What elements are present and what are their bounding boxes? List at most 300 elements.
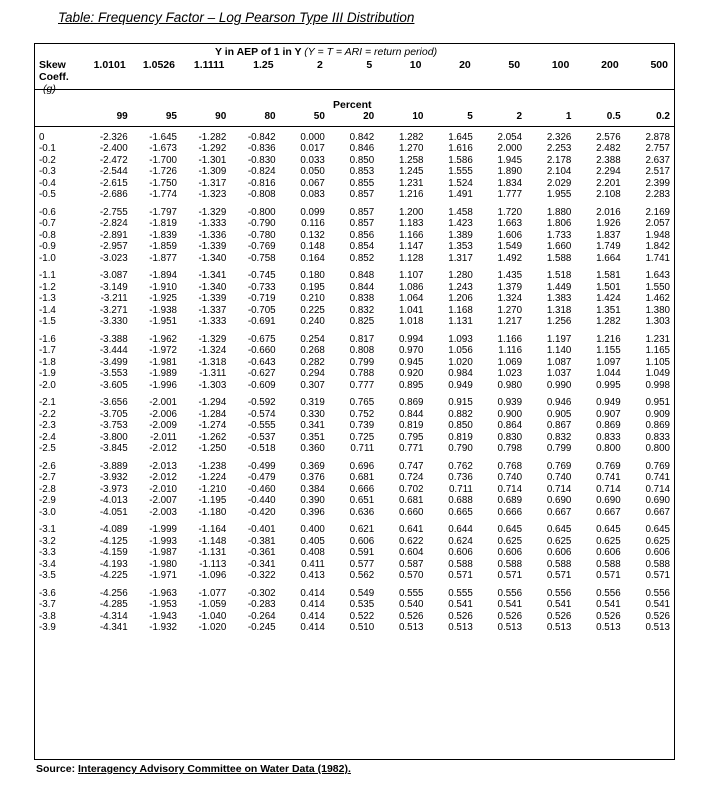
frequency-factor-cell: 0.850	[349, 154, 375, 166]
frequency-factor-cell: 0.268	[300, 345, 325, 357]
frequency-factor-cell: 0.644	[448, 524, 473, 536]
frequency-factor-cell: -2.006	[149, 408, 177, 420]
frequency-factor-cell: -1.925	[149, 293, 177, 305]
frequency-factor-cell: -1.339	[198, 241, 227, 253]
frequency-factor-cell: 0.852	[349, 252, 375, 264]
frequency-factor-cell: -4.256	[99, 587, 128, 599]
table-row	[35, 144, 674, 156]
frequency-factor-cell: 0.116	[301, 218, 325, 230]
frequency-factor-cell: -2.686	[99, 189, 128, 201]
frequency-factor-cell: 1.383	[546, 293, 572, 305]
frequency-factor-cell: -1.953	[149, 599, 177, 611]
frequency-factor-cell: 0.736	[448, 472, 473, 484]
frequency-factor-cell: 0.625	[645, 535, 670, 547]
frequency-factor-cell: 1.749	[596, 241, 621, 253]
frequency-factor-cell: 0.970	[398, 345, 424, 357]
frequency-factor-cell: -0.643	[247, 356, 276, 368]
frequency-factor-cell: -4.314	[99, 610, 128, 622]
frequency-factor-cell: 1.303	[645, 316, 670, 328]
table-row	[35, 178, 674, 190]
frequency-factor-cell: 1.049	[645, 368, 670, 380]
frequency-factor-cell: 1.231	[398, 177, 424, 189]
return-period-cell: 100	[551, 58, 570, 71]
frequency-factor-cell: -4.013	[99, 495, 128, 507]
frequency-factor-cell: 0.556	[645, 587, 670, 599]
frequency-factor-cell: 0.587	[398, 558, 424, 570]
frequency-factor-cell: -3.330	[99, 316, 128, 328]
frequency-factor-cell: -2.013	[149, 460, 177, 472]
frequency-factor-cell: 0.920	[398, 368, 424, 380]
frequency-factor-cell: -3.388	[99, 333, 128, 345]
frequency-factor-cell: -1.324	[198, 345, 227, 357]
frequency-factor-cell: 0.690	[546, 495, 572, 507]
frequency-factor-cell: -0.780	[247, 229, 276, 241]
frequency-factor-cell: 0.869	[596, 420, 621, 432]
frequency-factor-cell: 0.522	[349, 610, 375, 622]
frequency-factor-cell: -1.210	[198, 483, 227, 495]
frequency-factor-cell: 1.389	[448, 229, 473, 241]
frequency-factor-cell: -1.336	[198, 229, 227, 241]
frequency-factor-cell: -1.339	[198, 293, 227, 305]
frequency-factor-cell: -1.262	[198, 431, 227, 443]
frequency-factor-cell: 0.606	[497, 547, 523, 559]
frequency-factor-cell: 2.000	[497, 143, 523, 155]
frequency-factor-cell: -0.808	[247, 189, 276, 201]
frequency-factor-cell: 0.848	[349, 270, 375, 282]
frequency-factor-cell: 2.482	[596, 143, 621, 155]
frequency-factor-cell: 0.854	[349, 241, 375, 253]
frequency-factor-cell: -0.264	[247, 610, 276, 622]
frequency-factor-cell: 1.643	[645, 270, 670, 282]
frequency-factor-cell: 1.379	[497, 281, 523, 293]
frequency-factor-cell: 0.724	[398, 472, 424, 484]
frequency-factor-cell: 2.399	[645, 177, 670, 189]
frequency-factor-cell: 0.739	[349, 420, 375, 432]
skew-value-cell: 0	[39, 131, 45, 143]
frequency-factor-cell: -1.180	[198, 506, 227, 518]
frequency-factor-cell: 1.616	[448, 143, 473, 155]
frequency-factor-cell: 0.414	[300, 587, 325, 599]
frequency-factor-cell: -0.800	[247, 206, 276, 218]
frequency-factor-cell: 0.882	[448, 408, 473, 420]
frequency-factor-cell: 0.808	[349, 345, 375, 357]
frequency-factor-cell: 1.555	[448, 166, 473, 178]
frequency-factor-cell: 0.319	[300, 397, 325, 409]
skew-value-cell: -1.7	[39, 345, 56, 357]
frequency-factor-cell: 0.351	[300, 431, 325, 443]
frequency-factor-cell: -1.284	[198, 408, 227, 420]
return-period-row	[35, 59, 674, 71]
frequency-factor-cell: 0.660	[398, 506, 424, 518]
frequency-factor-cell: -0.675	[247, 333, 276, 345]
frequency-factor-cell: 0.817	[349, 333, 375, 345]
frequency-factor-cell: -2.012	[149, 472, 177, 484]
skew-value-cell: -3.7	[39, 599, 56, 611]
skew-value-cell: -1.6	[39, 333, 56, 345]
frequency-factor-cell: 0.588	[596, 558, 621, 570]
frequency-factor-cell: -1.980	[149, 558, 177, 570]
table-row	[35, 432, 674, 444]
frequency-factor-cell: 1.806	[546, 218, 572, 230]
skew-value-cell: -0.5	[39, 189, 56, 201]
frequency-factor-cell: 0.838	[349, 293, 375, 305]
frequency-factor-cell: 0.856	[349, 229, 375, 241]
frequency-factor-cell: 1.550	[645, 281, 670, 293]
frequency-factor-cell: 1.720	[497, 206, 523, 218]
table-row	[35, 155, 674, 167]
skew-value-cell: -2.0	[39, 379, 56, 391]
frequency-factor-cell: -1.989	[149, 368, 177, 380]
frequency-factor-cell: -1.962	[149, 333, 177, 345]
header-divider	[35, 89, 674, 90]
table-body	[35, 132, 674, 634]
frequency-factor-cell: 0.832	[546, 431, 572, 443]
skew-value-cell: -3.3	[39, 547, 56, 559]
frequency-factor-cell: 0.549	[349, 587, 375, 599]
frequency-factor-cell: -0.816	[247, 177, 276, 189]
frequency-factor-cell: 0.210	[300, 293, 325, 305]
skew-value-cell: -0.6	[39, 206, 56, 218]
frequency-factor-cell: 0.830	[497, 431, 523, 443]
frequency-factor-cell: 0.526	[448, 610, 473, 622]
skew-value-cell: -0.9	[39, 241, 56, 253]
frequency-factor-cell: 0.570	[398, 570, 424, 582]
frequency-factor-cell: 1.041	[398, 304, 424, 316]
skew-value-cell: -3.4	[39, 558, 56, 570]
frequency-factor-cell: -1.040	[198, 610, 227, 622]
frequency-factor-cell: 1.245	[398, 166, 424, 178]
frequency-factor-cell: -1.148	[198, 535, 227, 547]
table-row	[35, 473, 674, 485]
frequency-factor-cell: -3.499	[99, 356, 128, 368]
frequency-factor-cell: 0.513	[398, 622, 424, 634]
table-row	[35, 207, 674, 219]
skew-value-cell: -2.7	[39, 472, 56, 484]
table-row	[35, 317, 674, 329]
frequency-factor-cell: 0.555	[398, 587, 424, 599]
frequency-factor-cell: 2.757	[645, 143, 670, 155]
percent-cell: 0.5	[606, 111, 621, 122]
frequency-factor-cell: 0.667	[546, 506, 572, 518]
frequency-factor-cell: 0.588	[546, 558, 572, 570]
frequency-factor-cell: -4.225	[99, 570, 128, 582]
frequency-factor-cell: -3.889	[99, 460, 128, 472]
frequency-factor-cell: 0.083	[300, 189, 325, 201]
frequency-factor-cell: 0.390	[300, 495, 325, 507]
frequency-factor-cell: 0.909	[645, 408, 670, 420]
skew-value-cell: -2.5	[39, 443, 56, 455]
frequency-factor-cell: 1.256	[546, 316, 572, 328]
frequency-factor-cell: 0.513	[448, 622, 473, 634]
frequency-factor-cell: 0.651	[349, 495, 375, 507]
table-row	[35, 305, 674, 317]
frequency-factor-cell: 0.571	[645, 570, 670, 582]
frequency-factor-cell: -3.605	[99, 379, 128, 391]
skew-value-cell: -3.1	[39, 524, 56, 536]
frequency-factor-cell: -0.627	[247, 368, 276, 380]
frequency-factor-cell: -0.769	[247, 241, 276, 253]
frequency-factor-cell: 0.741	[596, 472, 621, 484]
frequency-factor-cell: 0.195	[300, 281, 325, 293]
table-row	[35, 559, 674, 571]
frequency-factor-cell: 1.318	[546, 304, 572, 316]
frequency-factor-cell: 0.148	[300, 241, 325, 253]
frequency-factor-cell: 0.384	[300, 483, 325, 495]
frequency-factor-cell: 1.147	[398, 241, 424, 253]
frequency-factor-cell: 1.842	[645, 241, 670, 253]
table-row	[35, 507, 674, 519]
frequency-factor-cell: -0.479	[247, 472, 276, 484]
frequency-factor-cell: 0.588	[645, 558, 670, 570]
frequency-factor-cell: -1.329	[198, 333, 227, 345]
frequency-factor-cell: 0.844	[398, 408, 424, 420]
frequency-factor-cell: 1.087	[546, 356, 572, 368]
frequency-factor-cell: 0.855	[349, 177, 375, 189]
frequency-factor-cell: 2.169	[645, 206, 670, 218]
frequency-factor-cell: 1.282	[596, 316, 621, 328]
table-row	[35, 271, 674, 283]
frequency-factor-cell: -0.245	[247, 622, 276, 634]
frequency-factor-cell: 1.424	[596, 293, 621, 305]
skew-value-cell: -3.8	[39, 610, 56, 622]
frequency-factor-cell: 0.949	[596, 397, 621, 409]
return-period-cell: 200	[601, 58, 619, 71]
frequency-factor-cell: -1.323	[198, 189, 227, 201]
percent-header	[35, 111, 674, 123]
aep-caption	[215, 46, 437, 58]
frequency-factor-cell: 0.900	[497, 408, 523, 420]
frequency-factor-cell: -2.400	[99, 143, 128, 155]
skew-value-cell: -3.5	[39, 570, 56, 582]
frequency-factor-cell: -1.059	[198, 599, 227, 611]
frequency-factor-cell: 0.414	[300, 599, 325, 611]
frequency-factor-cell: 0.369	[300, 460, 325, 472]
frequency-factor-cell: 0.513	[596, 622, 621, 634]
return-period-cell: 1.0526	[142, 58, 175, 71]
frequency-factor-cell: 0.606	[645, 547, 670, 559]
frequency-factor-cell: 0.180	[300, 270, 325, 282]
frequency-factor-cell: 0.711	[350, 443, 375, 455]
frequency-factor-cell: 0.588	[448, 558, 473, 570]
skew-value-cell: -1.0	[39, 252, 56, 264]
frequency-factor-cell: 1.588	[546, 252, 572, 264]
frequency-factor-cell: 1.243	[448, 281, 473, 293]
frequency-factor-cell: 0.857	[349, 189, 375, 201]
skew-value-cell: -1.2	[39, 281, 56, 293]
table-row	[35, 611, 674, 623]
frequency-factor-cell: -1.774	[149, 189, 177, 201]
frequency-factor-cell: -4.125	[99, 535, 128, 547]
frequency-factor-cell: 0.622	[398, 535, 424, 547]
percent-cell: 95	[165, 111, 177, 122]
frequency-factor-cell: 0.376	[300, 472, 325, 484]
frequency-factor-cell: 0.869	[645, 420, 670, 432]
frequency-factor-cell: -0.302	[247, 587, 276, 599]
frequency-factor-cell: 0.771	[398, 443, 424, 455]
frequency-factor-cell: 0.769	[645, 460, 670, 472]
frequency-factor-cell: 2.104	[546, 166, 572, 178]
skew-value-cell: -1.8	[39, 356, 56, 368]
table-row	[35, 409, 674, 421]
frequency-factor-cell: 1.270	[398, 143, 424, 155]
frequency-factor-cell: 0.799	[349, 356, 375, 368]
frequency-factor-cell: 0.540	[398, 599, 424, 611]
frequency-factor-cell: 1.280	[448, 270, 473, 282]
frequency-factor-cell: 0.541	[546, 599, 572, 611]
frequency-factor-cell: -2.011	[149, 431, 177, 443]
frequency-factor-cell: -0.758	[247, 252, 276, 264]
frequency-factor-cell: 0.624	[448, 535, 473, 547]
frequency-factor-cell: -2.003	[149, 506, 177, 518]
skew-value-cell: -2.8	[39, 483, 56, 495]
frequency-factor-cell: -0.341	[247, 558, 276, 570]
frequency-factor-cell: -2.891	[99, 229, 128, 241]
frequency-factor-cell: 0.604	[398, 547, 424, 559]
frequency-factor-cell: -4.341	[99, 622, 128, 634]
frequency-factor-cell: -2.009	[149, 420, 177, 432]
frequency-factor-cell: 1.741	[645, 252, 670, 264]
frequency-factor-cell: 0.588	[497, 558, 523, 570]
return-period-cell: 50	[508, 58, 521, 71]
skew-value-cell: -1.5	[39, 316, 56, 328]
table-row	[35, 334, 674, 346]
frequency-factor-cell: 0.571	[448, 570, 473, 582]
frequency-factor-cell: 0.681	[349, 472, 375, 484]
frequency-factor-cell: -0.420	[247, 506, 276, 518]
frequency-factor-cell: -0.322	[247, 570, 276, 582]
frequency-factor-cell: -3.753	[99, 420, 128, 432]
frequency-factor-cell: 2.178	[546, 154, 572, 166]
frequency-factor-cell: -0.361	[247, 547, 276, 559]
table-row	[35, 496, 674, 508]
table-row	[35, 600, 674, 612]
skew-value-cell: -0.2	[39, 154, 56, 166]
frequency-factor-cell: -1.224	[198, 472, 227, 484]
frequency-factor-cell: 2.294	[596, 166, 621, 178]
frequency-factor-cell: 1.955	[546, 189, 572, 201]
frequency-factor-cell: 0.510	[349, 622, 375, 634]
table-row	[35, 219, 674, 231]
frequency-factor-cell: -2.007	[149, 495, 177, 507]
source-text: Interagency Advisory Committee on Water Data (1982).	[78, 763, 351, 775]
frequency-factor-cell: 1.217	[497, 316, 523, 328]
frequency-factor-cell: 1.018	[398, 316, 424, 328]
skew-value-cell: -1.3	[39, 293, 56, 305]
table-row	[35, 190, 674, 202]
frequency-factor-cell: -1.077	[198, 587, 227, 599]
frequency-factor-cell: 0.513	[546, 622, 572, 634]
frequency-factor-cell: 0.541	[645, 599, 670, 611]
frequency-factor-cell: 1.037	[546, 368, 572, 380]
frequency-factor-cell: 0.591	[349, 547, 375, 559]
frequency-factor-cell: -1.311	[199, 368, 227, 380]
frequency-factor-cell: -0.381	[247, 535, 276, 547]
frequency-factor-cell: -1.333	[198, 218, 227, 230]
return-period-header	[35, 59, 674, 71]
frequency-factor-cell: -0.733	[247, 281, 276, 293]
frequency-factor-cell: 1.549	[497, 241, 523, 253]
frequency-factor-cell: 1.777	[497, 189, 523, 201]
frequency-factor-cell: -2.012	[149, 443, 177, 455]
frequency-factor-cell: 0.556	[596, 587, 621, 599]
table-row	[35, 571, 674, 583]
frequency-factor-cell: 0.998	[645, 379, 670, 391]
percent-cell: 10	[412, 111, 424, 122]
frequency-factor-cell: 0.844	[349, 281, 375, 293]
frequency-factor-cell: 0.577	[349, 558, 375, 570]
frequency-factor-cell: 1.449	[546, 281, 572, 293]
skew-value-cell: -2.9	[39, 495, 56, 507]
frequency-factor-cell: 1.155	[596, 345, 621, 357]
table-row	[35, 398, 674, 410]
frequency-factor-cell: 0.541	[497, 599, 523, 611]
frequency-factor-cell: 0.164	[300, 252, 325, 264]
skew-value-cell: -3.6	[39, 587, 56, 599]
frequency-factor-cell: -1.797	[149, 206, 177, 218]
frequency-factor-cell: 2.108	[596, 189, 621, 201]
table-row	[35, 484, 674, 496]
table-title: Table: Frequency Factor – Log Pearson Type III Distribution	[58, 10, 415, 25]
frequency-factor-cell: -1.250	[198, 443, 227, 455]
percent-cell: 99	[116, 111, 128, 122]
frequency-factor-cell: 1.423	[448, 218, 473, 230]
frequency-factor-cell: 1.524	[448, 177, 473, 189]
frequency-factor-cell: 0.535	[349, 599, 375, 611]
frequency-factor-cell: -0.555	[247, 420, 276, 432]
frequency-factor-cell: 1.324	[497, 293, 523, 305]
frequency-factor-cell: 0.667	[645, 506, 670, 518]
frequency-factor-cell: 0.688	[448, 495, 473, 507]
frequency-factor-cell: -1.303	[198, 379, 227, 391]
frequency-factor-cell: 0.541	[448, 599, 473, 611]
frequency-factor-cell: 1.518	[546, 270, 572, 282]
frequency-factor-cell: -1.894	[149, 270, 177, 282]
table-row	[35, 421, 674, 433]
frequency-factor-cell: 0.526	[645, 610, 670, 622]
return-period-cell: 1.0101	[93, 58, 126, 71]
frequency-factor-cell: -1.963	[149, 587, 177, 599]
frequency-factor-cell: -4.051	[99, 506, 128, 518]
skew-value-cell: -2.6	[39, 460, 56, 472]
table-row	[35, 357, 674, 369]
frequency-factor-cell: 2.057	[645, 218, 670, 230]
frequency-factor-cell: 1.380	[645, 304, 670, 316]
skew-label: Skew	[39, 59, 66, 71]
frequency-factor-cell: 0.951	[645, 397, 670, 409]
frequency-factor-cell: 0.000	[300, 131, 325, 143]
frequency-factor-cell: 1.093	[448, 333, 473, 345]
frequency-factor-cell: 2.637	[645, 154, 670, 166]
frequency-factor-cell: 1.168	[448, 304, 473, 316]
frequency-factor-cell: 0.895	[398, 379, 424, 391]
frequency-factor-cell: 0.132	[300, 229, 325, 241]
frequency-factor-cell: 1.606	[497, 229, 523, 241]
frequency-factor-cell: 1.834	[497, 177, 523, 189]
frequency-factor-cell: 0.907	[596, 408, 621, 420]
frequency-factor-cell: 1.086	[398, 281, 424, 293]
frequency-factor-cell: 0.939	[497, 397, 523, 409]
frequency-factor-cell: -1.859	[149, 241, 177, 253]
frequency-factor-cell: 2.253	[546, 143, 572, 155]
frequency-factor-cell: 0.846	[349, 143, 375, 155]
skew-symbol: (g)	[43, 83, 56, 95]
skew-value-cell: -3.2	[39, 535, 56, 547]
skew-value-cell: -3.9	[39, 622, 56, 634]
frequency-factor-cell: 1.140	[546, 345, 572, 357]
frequency-factor-cell: 0.714	[645, 483, 670, 495]
frequency-factor-cell: -0.836	[247, 143, 276, 155]
frequency-factor-cell: 0.665	[448, 506, 473, 518]
